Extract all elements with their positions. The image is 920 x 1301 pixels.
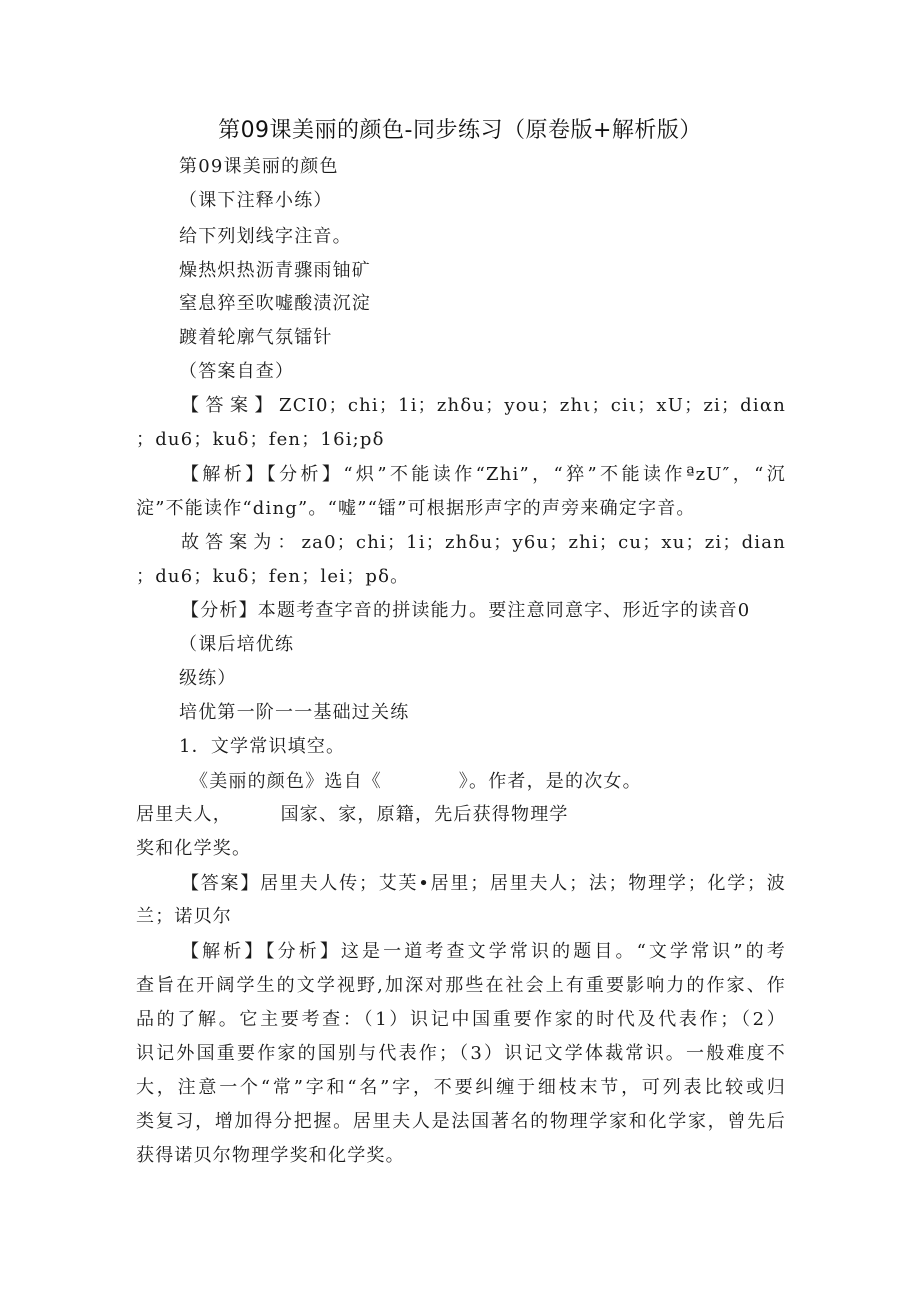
solution-1-line-2: ；du6；kuδ；fen；lei；pδ。 (136, 566, 410, 587)
section-check-heading: （答案自查） (179, 361, 295, 382)
analysis-2-line-1: 【解析】【分析】这是一道考查文学常识的题目。“文学常识”的考 (181, 941, 786, 962)
question-1-line-1: 《美丽的颜色》选自《 》。作者，是的次女。 (190, 771, 642, 792)
question-1: 1．文学常识填空。 (179, 736, 346, 757)
section-after-heading-1: （课后培优练 (179, 634, 295, 655)
document-title: 第09课美丽的颜色-同步练习（原卷版+解析版） (218, 118, 702, 143)
analysis-2-line-4: 识记外国重要作家的国别与代表作；（3）识记文学体裁常识。一般难度不 (136, 1043, 786, 1064)
section-notes-heading: （课下注释小练） (179, 190, 333, 211)
stage-heading: 培优第一阶一一基础过关练 (179, 702, 410, 723)
question-1-line-2: 居里夫人， 国家、家，原籍，先后获得物理学 (136, 804, 569, 825)
instruction-text: 给下列划线字注音。 (179, 226, 352, 247)
word-row-2: 窒息猝至吹嘘酸渍沉淀 (179, 293, 371, 314)
answer-2-line-1: 【答案】居里夫人传；艾芙•居里；居里夫人；法；物理学；化学；波 (181, 873, 786, 894)
lesson-heading: 第09课美丽的颜色 (179, 156, 339, 177)
answer-1-line-2: ；du6；kuδ；fen；16i;pδ (136, 429, 385, 450)
analysis-2-line-2: 查旨在开阔学生的文学视野,加深对那些在社会上有重要影响力的作家、作 (136, 975, 786, 996)
analysis-1-summary: 【分析】本题考查字音的拼读能力。要注意同意字、形近字的读音0 (181, 600, 751, 621)
analysis-2-line-7: 获得诺贝尔物理学奖和化学奖。 (136, 1145, 405, 1166)
solution-1-line-1: 故答案为：za0；chi；1i；zhδu；y6u；zhi；cu；xu；zi；dian (181, 532, 786, 553)
analysis-1-line-1: 【解析】【分析】“炽”不能读作“Zhi”，“猝”不能读作ªzU″，“沉 (181, 464, 786, 485)
analysis-2-line-5: 大，注意一个“常”字和“名”字，不要纠缠于细枝末节，可列表比较或归 (136, 1077, 786, 1098)
analysis-1-line-2: 淀”不能读作“ding”。“嘘”“镭”可根据形声字的声旁来确定字音。 (136, 498, 696, 519)
analysis-2-line-6: 类复习，增加得分把握。居里夫人是法国著名的物理学家和化学家，曾先后 (136, 1111, 786, 1132)
answer-1-line-1: 【答案】ZCI0；chi；1i；zhδu；you；zhι；ciι；xU；zi；diαn (181, 395, 786, 416)
analysis-2-line-3: 品的了解。它主要考查：（1）识记中国重要作家的时代及代表作；（2） (136, 1009, 786, 1030)
word-row-3: 踱着轮廓气氛镭针 (179, 327, 333, 348)
section-after-heading-2: 级练） (179, 668, 237, 689)
question-1-line-3: 奖和化学奖。 (136, 838, 252, 859)
word-row-1: 燥热炽热沥青骤雨铀矿 (179, 260, 371, 281)
answer-2-line-2: 兰；诺贝尔 (136, 906, 232, 927)
